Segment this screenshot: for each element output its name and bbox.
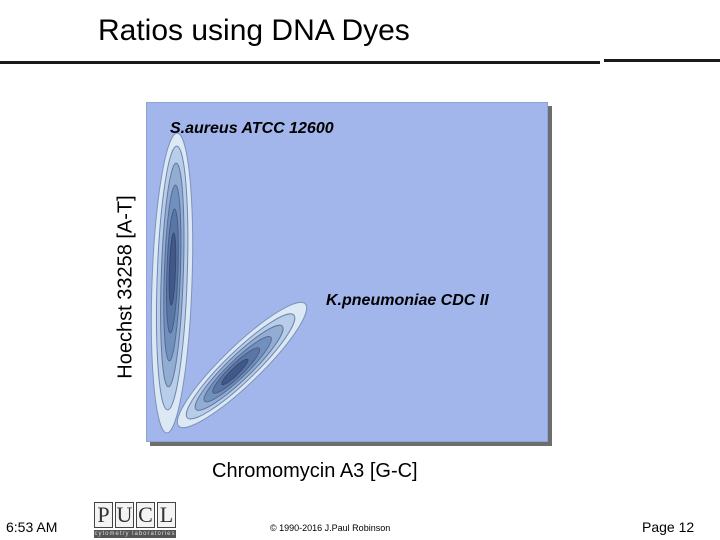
x-axis-label: Chromomycin A3 [G-C] (212, 460, 418, 482)
footer-time: 6:53 AM (6, 519, 58, 535)
title-divider-right (604, 59, 720, 62)
logo-letter: U (116, 502, 133, 527)
contour-plot (146, 102, 548, 442)
saureus-label: S.aureus ATCC 12600 (170, 120, 334, 137)
pucl-logo (94, 502, 176, 540)
saureus-contours (147, 132, 197, 433)
footer-page-number: Page 12 (642, 519, 695, 535)
slide-title: Ratios using DNA Dyes (98, 14, 410, 47)
logo-letter: L (157, 502, 176, 528)
footer-copyright: © 1990-2016 J.Paul Robinson (270, 523, 391, 533)
title-divider (0, 61, 600, 64)
logo-subtitle: cytometry laboratories (94, 531, 176, 537)
logo-letters (94, 502, 176, 528)
contour-plot-svg (147, 103, 548, 442)
logo-letter: C (136, 502, 155, 528)
logo-letter: P (94, 502, 113, 528)
kpneumoniae-label: K.pneumoniae CDC II (326, 292, 489, 309)
y-axis-label: Hoechst 33258 [A-T] (114, 195, 137, 379)
